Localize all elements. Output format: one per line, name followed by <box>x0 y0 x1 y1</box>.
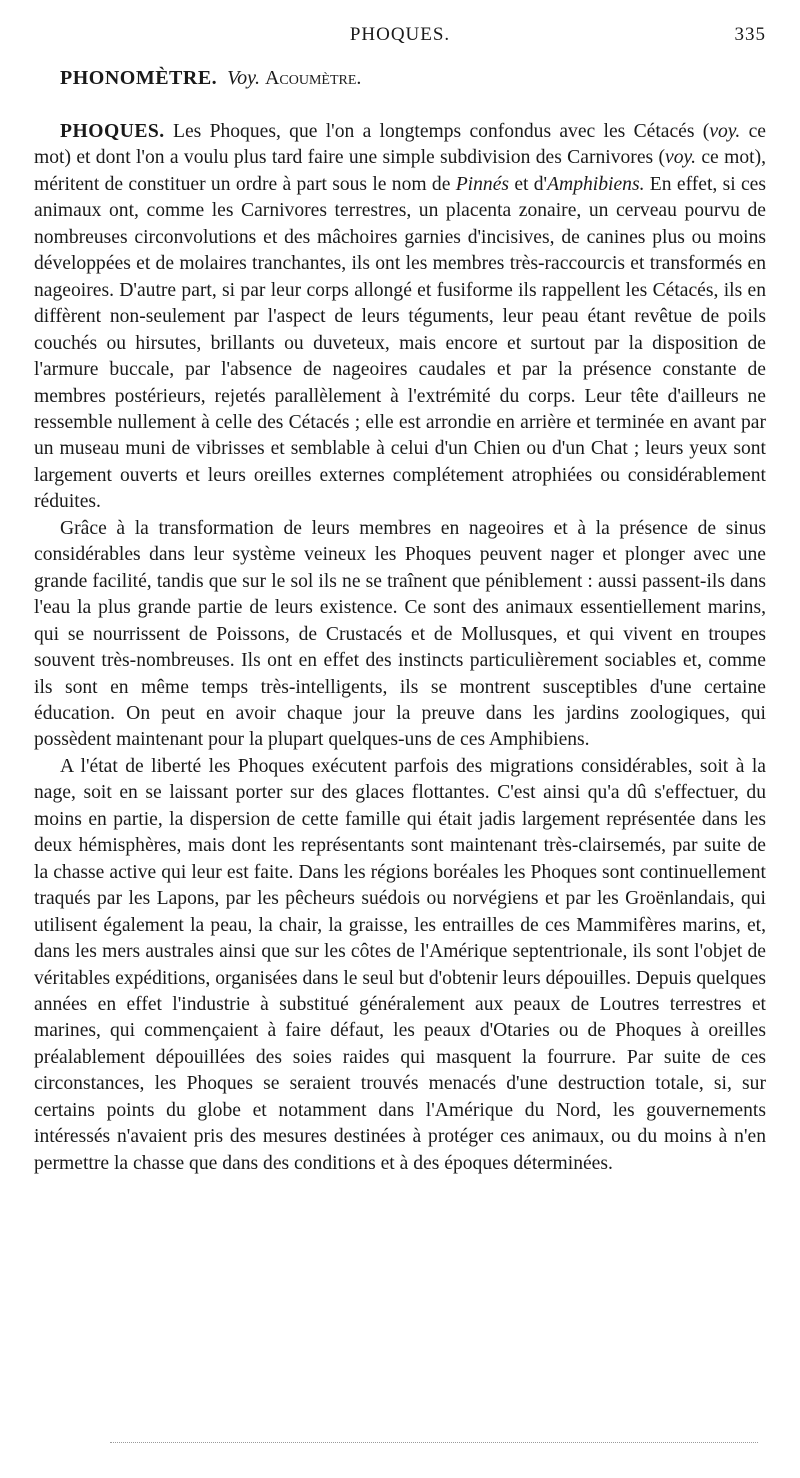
running-head <box>34 24 766 54</box>
cross-reference-target: Acoumètre. <box>264 67 362 89</box>
paragraph-1-text: et d' <box>509 173 548 195</box>
term-amphibiens: Amphibiens. <box>547 173 645 195</box>
paragraph-1-text: Les Phoques, que l'on a longtemps confondus avec les Cétacés ( <box>164 121 710 142</box>
see-reference: Voy. <box>227 67 260 89</box>
headword-phonometre: PHONOMÈTRE. <box>60 67 218 89</box>
see-reference: voy. <box>665 147 697 169</box>
paragraph-1-text: ce mot), méritent de constituer un ordre à part sous le nom de <box>34 147 766 195</box>
page-number: 335 <box>734 24 766 45</box>
paragraph-1-text: En effet, si ces animaux ont, comme les Carnivores terrestres, un placenta zonaire, un cerveau pourvu de nombreuses circonvolutions et des mâchoires garnies d'incisives, de canines plus ou moins développées et de molaires tranchantes, ils ont les membres très-raccourcis et transformés en nageoires. D'autre part, si par leur corps allongé et fusiforme ils rappellent les Cétacés, ils en diffèrent non-seulement par l'aspect de leurs téguments, leur peau étant revêtue de poils couchés ou hirsutes, brillants ou duveteux, mais encore et surtout par la disposition de l'armure buccale, par l'absence de nageoires caudales et par la présence constante de membres postérieurs, rejetés parallèlement à l'extrémité du corps. Leur tête d'ailleurs ne ressemble nullement à celle des Cétacés ; elle est arrondie en arrière et terminée en avant par un museau muni de vibrisses et semblable à celui d'un Chien ou d'un Chat ; leurs yeux sont largement ouverts et leurs oreilles externes complétement atrophiées ou considérablement réduites. <box>34 173 766 513</box>
paragraph-1 <box>34 119 766 516</box>
running-title: PHOQUES. <box>349 24 451 45</box>
term-pinnes: Pinnés <box>455 173 510 195</box>
paragraph-1-text: ce mot) et dont l'on a voulu plus tard faire une simple subdivision des Carnivores ( <box>34 121 767 169</box>
entry-phoques <box>34 119 766 1177</box>
headword-phoques: PHOQUES. <box>60 121 165 142</box>
paragraph-2: Grâce à la transformation de leurs membres en nageoires et à la présence de sinus considérables dans leur système veineux les Phoques peuvent nager et plonger avec une grande facilité, tandis que sur le sol ils ne se traînent que péniblement : aussi passent-ils dans l'eau la plus grande partie de leurs existence. Ce sont des animaux essentiellement marins, qui se nourrissent de Poissons, de Crustacés et de Mollusques, et qui vivent en troupes souvent très-nombreuses. Ils ont en effet des instincts particulièrement sociables et, comme ils sont en même temps très-intelligents, ils se montrent susceptibles d'une certaine éducation. On peut en avoir chaque jour la preuve dans les jardins zoologiques, qui possèdent maintenant pour la plupart quelques-uns de ces Amphibiens. <box>34 517 766 751</box>
see-reference: voy. <box>709 121 741 142</box>
bottom-dotted-rule <box>110 1442 758 1443</box>
dictionary-page <box>34 24 766 1177</box>
paragraph-3: A l'état de liberté les Phoques exécutent parfois des migrations considérables, soit à la nage, soit en se laissant porter sur des glaces flottantes. C'est ainsi qu'a dû s'effectuer, du moins en partie, la dispersion de cette famille qui était jadis largement représentée dans les deux hémisphères, mais dont les représentants sont maintenant très-clairsemés, par suite de la chasse active qui leur est faite. Dans les régions boréales les Phoques sont continuellement traqués par les Lapons, par les pêcheurs suédois ou norvégiens et par les Groënlandais, qui utilisent également la peau, la chair, la graisse, les entrailles de ces Mammifères marins, et, dans les mers australes ainsi que sur les côtes de l'Amérique septentrionale, ils sont l'objet de véritables expéditions, organisées dans le seul but d'obtenir leurs dépouilles. Depuis quelques années en effet l'industrie à substitué généralement aux peaux de Loutres terrestres et marines, qui commençaient à faire défaut, les peaux d'Otaries ou de Phoques à oreilles préalablement dépouillées des soies raides qui masquent la fourrure. Par suite de ces circonstances, les Phoques se seraient trouvés menacés d'une destruction totale, si, sur certains points du globe et notamment dans l'Amérique du Nord, les gouvernements intéressés n'avaient pris des mesures destinées à protéger ces animaux, ou du moins à n'en permettre la chasse que dans des conditions et à des époques déterminées. <box>34 755 766 1174</box>
entry-phonometre <box>60 64 766 92</box>
